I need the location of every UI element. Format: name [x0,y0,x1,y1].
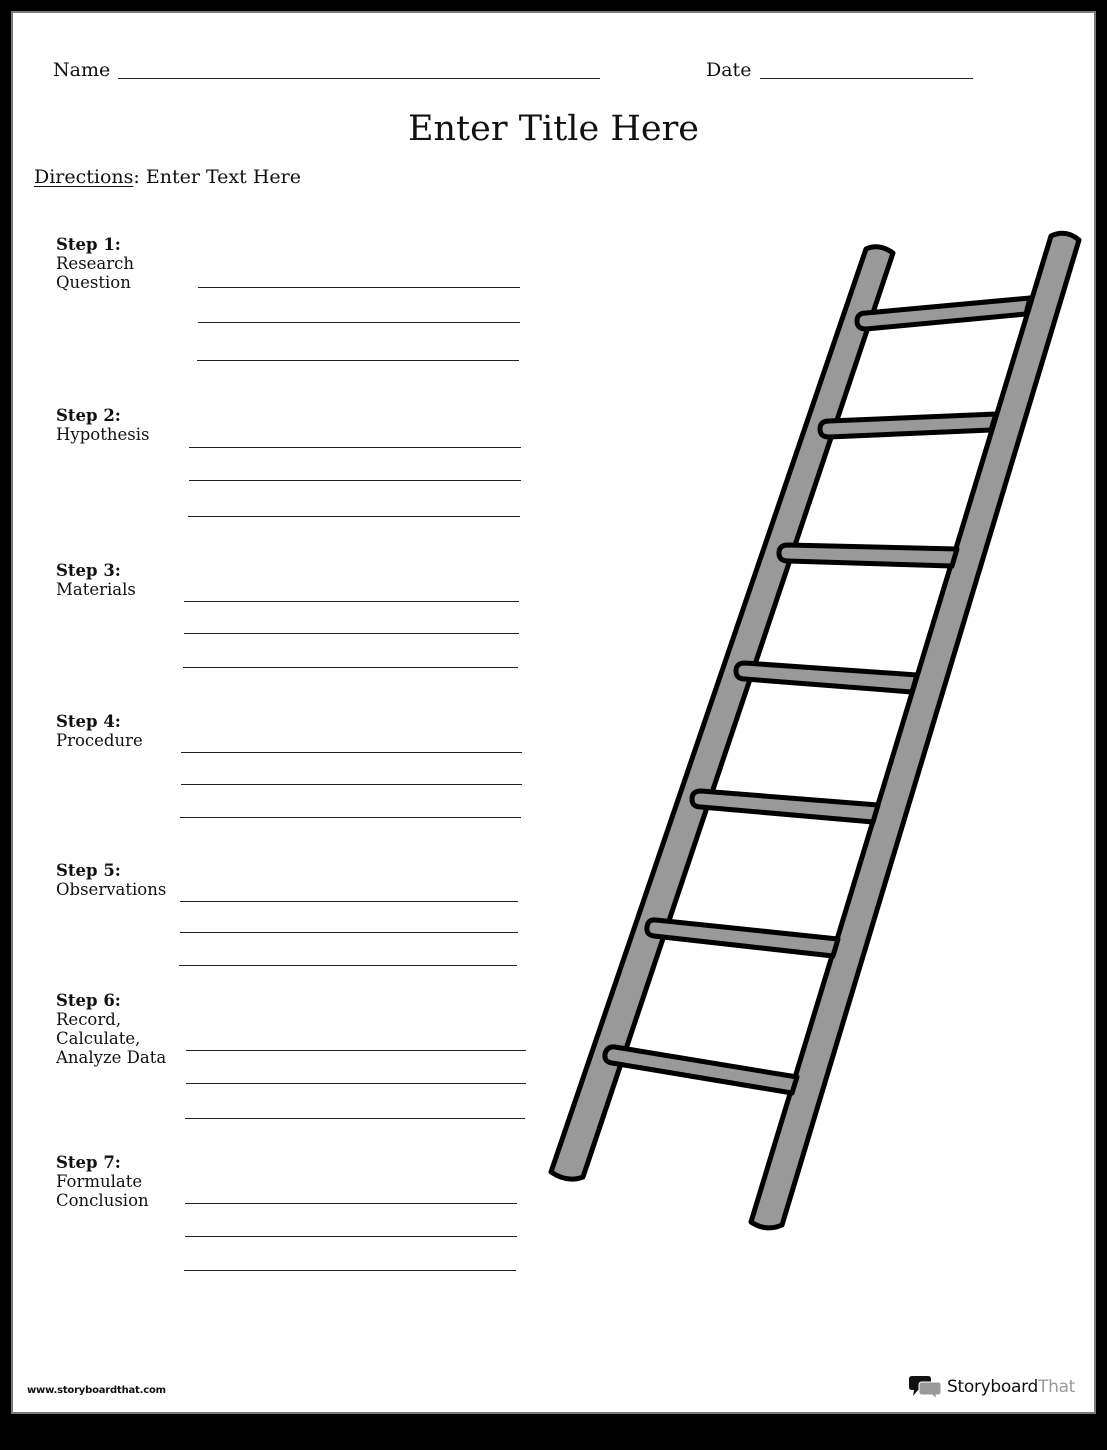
step-number: Step 2: [56,406,121,425]
speech-bubbles-icon [909,1374,943,1400]
step-name-line: Conclusion [56,1191,149,1210]
ladder-rung-4 [736,663,917,692]
step-number: Step 5: [56,861,121,880]
step-number: Step 7: [56,1153,121,1172]
step-name-line: Research [56,254,135,273]
ladder-right-rail [751,233,1079,1228]
date-label: Date [706,59,752,81]
step-number: Step 3: [56,561,121,580]
ladder-rung-3 [779,545,957,566]
ladder-rung-7 [605,1047,797,1093]
directions-text[interactable]: Enter Text Here [145,166,301,188]
ladder-rung-1 [857,298,1030,329]
ladder-rung-5 [692,791,878,822]
step-name-line: Record, [56,1010,122,1029]
step-name-line: Question [56,273,131,292]
ladder-rung-6 [647,920,838,956]
step-name-line: Hypothesis [56,425,150,444]
step-name-line: Calculate, [56,1029,141,1048]
storyboardthat-logo[interactable] [909,1374,1075,1400]
directions-separator: : [133,166,140,188]
footer-url[interactable]: www.storyboardthat.com [27,1385,166,1396]
ladder-left-rail [551,247,893,1179]
step-name-line: Procedure [56,731,143,750]
ladder-rung-2 [820,414,996,437]
step-name-line: Materials [56,580,136,599]
step-name-line: Observations [56,880,167,899]
step-number: Step 4: [56,712,121,731]
page-title[interactable]: Enter Title Here [407,109,700,149]
step-name-line: Analyze Data [56,1048,167,1067]
directions-label: Directions [34,166,134,188]
brand-name-part2: That [1038,1377,1076,1397]
brand-name-part1: Storyboard [947,1377,1038,1397]
step-name-line: Formulate [56,1172,143,1191]
name-label: Name [53,59,111,81]
step-number: Step 6: [56,991,121,1010]
step-number: Step 1: [56,235,121,254]
